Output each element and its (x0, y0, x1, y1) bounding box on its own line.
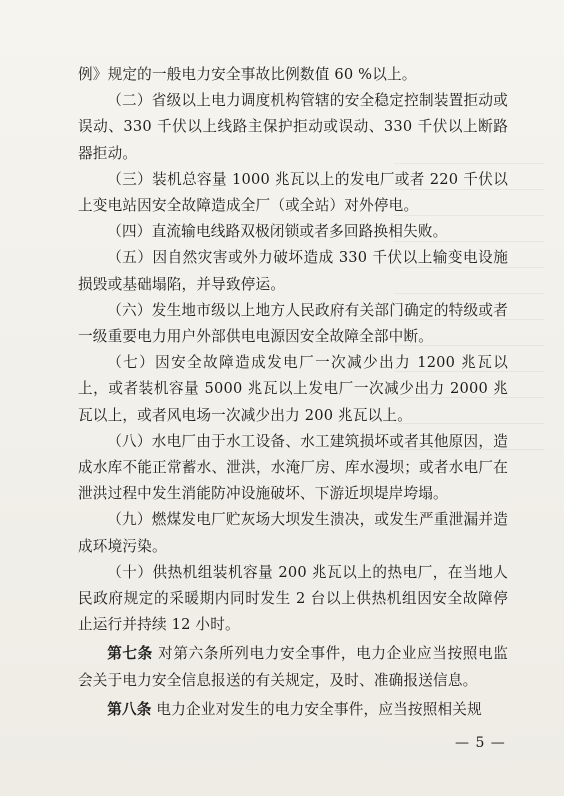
paragraph-item-3: （三）装机总容量 1000 兆瓦以上的发电厂或者 220 千伏以上变电站因安全故障造成全厂（或全站）对外停电。 (78, 170, 508, 215)
body-text (78, 62, 508, 723)
article-7-paragraph (78, 641, 508, 693)
paragraph-continuation: 例》规定的一般电力安全事故比例数值 60 %以上。 (78, 66, 417, 83)
article-7-text: 对第六条所列电力安全事件，电力企业应当按照电监会关于电力安全信息报送的有关规定，及时、准确报送信息。 (78, 645, 508, 689)
paragraph-item-10: （十）供热机组装机容量 200 兆瓦以上的热电厂，在当地人民政府规定的采暖期内同时发生 2 台以上供热机组因安全故障停止运行并持续 12 小时。 (78, 563, 508, 634)
paragraph-item-6: （六）发生地市级以上地方人民政府有关部门确定的特级或者一级重要电力用户外部供电电源因安全故障全部中断。 (78, 301, 508, 346)
article-7-heading: 第七条 (107, 645, 153, 663)
paragraph-item-2: （二）省级以上电力调度机构管辖的安全稳定控制装置拒动或误动、330 千伏以上线路主保护拒动或误动、330 千伏以上断路器拒动。 (78, 92, 508, 162)
page-number: — 5 — (455, 735, 506, 751)
paragraph-item-7: （七）因安全故障造成发电厂一次减少出力 1200 兆瓦以上，或者装机容量 5000 兆瓦以上发电厂一次减少出力 2000 兆瓦以上，或者风电场一次减少出力 200 兆瓦以上。 (78, 354, 508, 424)
paragraph-item-9: （九）燃煤发电厂贮灰场大坝发生溃决，或发生严重泄漏并造成环境污染。 (78, 511, 508, 555)
paragraph-item-5: （五）因自然灾害或外力破坏造成 330 千伏以上输变电设施损毁或基础塌陷，并导致停运。 (78, 249, 508, 293)
paragraph-item-4: （四）直流输电线路双极闭锁或者多回路换相失败。 (107, 223, 448, 241)
article-8-text: 电力企业对发生的电力安全事件，应当按照相关规 (156, 700, 482, 718)
article-8-paragraph (78, 697, 508, 723)
article-8-heading: 第八条 (107, 700, 152, 718)
paragraph-item-8: （八）水电厂由于水工设备、水工建筑损坏或者其他原因，造成水库不能正常蓄水、泄洪，水淹厂房、库水漫坝；或者水电厂在泄洪过程中发生消能防冲设施破坏、下游近坝堤岸垮塌。 (78, 432, 508, 503)
